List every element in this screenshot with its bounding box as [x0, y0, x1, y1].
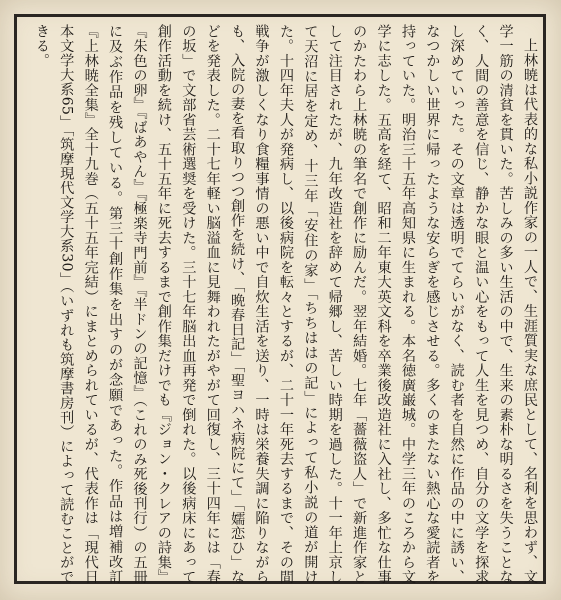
biography-paragraph: 上林暁は代表的な私小説作家の一人で、生涯質実な庶民として、名利を思わず、文学一筋の清貧を貫いた。苦しみの多い生活の中で、生来の素朴な明るさを失うことなく、人間の善意を信じ、静かな眼と温い心をもって人生を見つめ、自分の文学を探求し深めていった。その文章は透明でてらいがなく、読む者を自然に作品の中に誘い、なつかしい世界に帰ったような安らぎを感じさせる。多くのまたない熱心な愛読者を持っていた。明治三十五年高知県に生まれる。本名徳廣巌城。中学三年のころから文学に志した。五高を経て、昭和二年東大英文科を卒業後改造社に入社し、多忙な仕事のかたわら上林暁の筆名で創作に励んだ。翌年結婚。七年「薔薇盗人」で新進作家として注目されたが、九年改造社を辞めて帰郷し、苦しい時期を過した。十一年上京して天沼に居を定め、十三年「安住の家」「ちちははの記」によって私小説の道が開けた。十四年夫人が発病し、以後病院を転々とするが、二十一年死去するまで、その間戦争が激しくなり食糧事情の悪い中で自炊生活を送り、一時は栄養失調に陥りながらも、入院の妻を看取りつつ創作を続け、「晩春日記」「聖ヨハネ病院にて」「嬬恋ひ」などを発表した。二十七年軽い脳溢血に見舞われたがやがて回復し、三十四年には「春の坂」で文部省芸術選奨を受けた。三十七年脳出血再発で倒れた。以後病床にあって創作活動を続け、五十五年に死去するまで創作集だけでも『ジョン・クレアの詩集』『朱色の卵』『ばあやん』『極楽寺門前』『半ドンの記憶』（これのみ死後刊行）の五冊に及ぶ作品を残している。第三十創作集を出すのが念願であった。作品は増補改訂『上林暁全集』全十九巻（五十五年完結）にまとめられているが、代表作は「現代日本文学大系65」「筑摩現代文学大系30」（いずれも筑摩書房刊）によって読むことができる。	[33, 24, 538, 584]
author-biography	[33, 24, 542, 584]
